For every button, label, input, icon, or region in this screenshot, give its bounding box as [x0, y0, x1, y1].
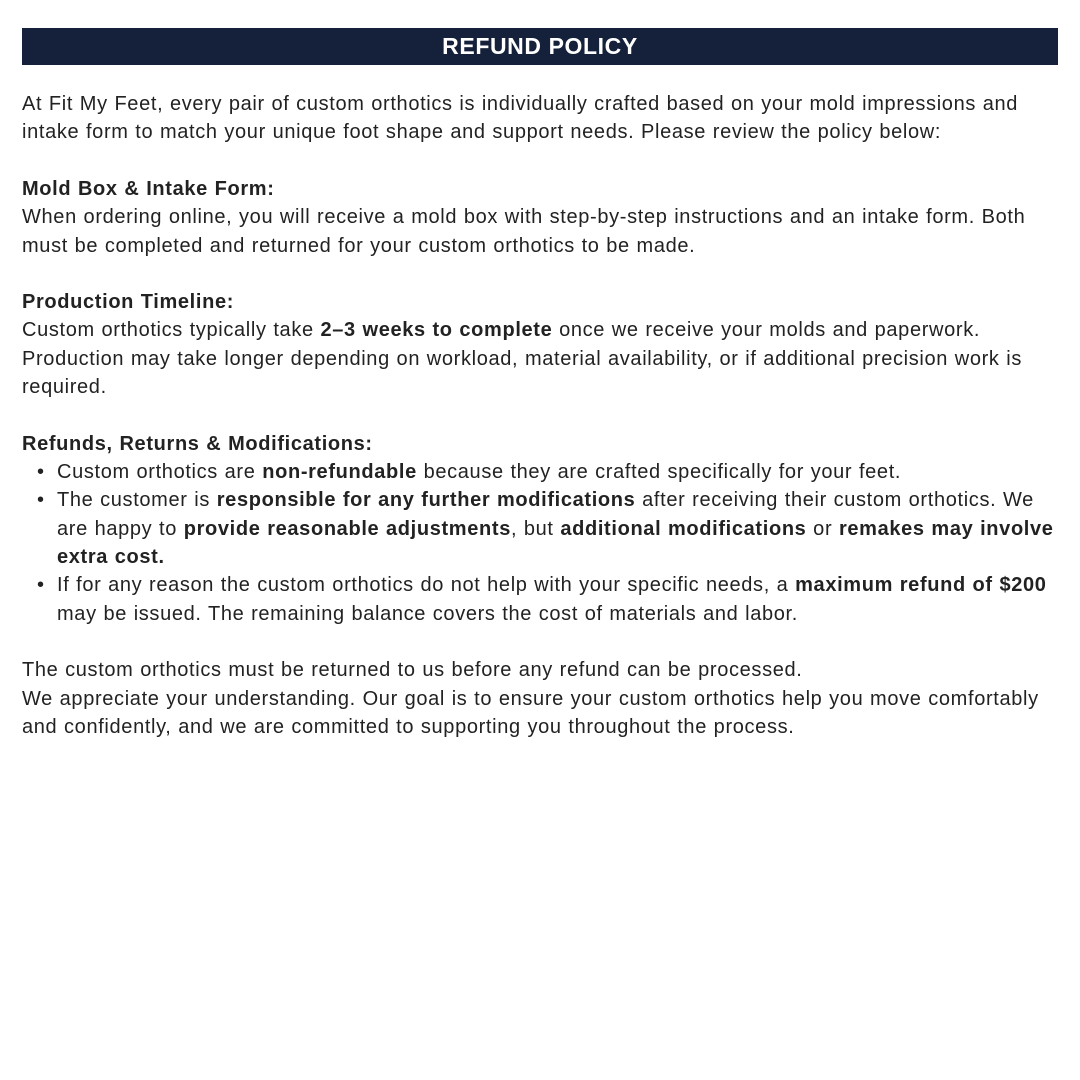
text-run-bold: maximum refund of $200 — [795, 574, 1047, 597]
refunds-bullet-list — [22, 458, 1058, 628]
text-run-bold: provide reasonable adjustments — [183, 517, 511, 540]
production-body — [22, 316, 1058, 401]
text-run: may be issued. The remaining balance covers the cost of materials and labor. — [57, 602, 798, 625]
text-run: once we receive your molds and paperwork. Production may take longer depending on workload, material availability, or if additional precision work is required. — [22, 319, 1022, 399]
bullet-non-refundable — [57, 458, 1058, 486]
page-title: REFUND POLICY — [442, 33, 638, 59]
text-run-bold: non-refundable — [262, 460, 417, 483]
text-run: because they are crafted specifically for your feet. — [416, 460, 902, 483]
text-run-bold: responsible for any further modifications — [216, 489, 636, 512]
closing-line-1: The custom orthotics must be returned to us before any refund can be processed. — [22, 659, 803, 682]
bullet-max-refund — [57, 571, 1058, 628]
title-bar — [22, 28, 1058, 65]
text-run: or — [806, 517, 839, 540]
text-run: If for any reason the custom orthotics do not help with your specific needs, a — [57, 574, 796, 597]
text-run: Custom orthotics are — [57, 460, 263, 483]
mold-box-heading: Mold Box & Intake Form: — [22, 177, 275, 200]
mold-box-body: When ordering online, you will receive a mold box with step-by-step instructions and an intake form. Both must be completed and returned for your custom orthotics to be made. — [22, 206, 1026, 257]
text-run-bold: additional modifications — [560, 517, 807, 540]
text-run-bold: 2–3 weeks to complete — [320, 319, 553, 342]
refunds-heading: Refunds, Returns & Modifications: — [22, 432, 373, 455]
text-run: Custom orthotics typically take — [22, 319, 321, 342]
bullet-modifications — [57, 486, 1058, 571]
text-run: The customer is — [57, 489, 217, 512]
text-run: after receiving their custom orthotics. We are happy to — [57, 489, 1034, 540]
policy-content — [22, 90, 1058, 741]
closing-line-2: We appreciate your understanding. Our goal is to ensure your custom orthotics help you move comfortably and confidently, and we are committed to supporting you throughout the process. — [22, 687, 1039, 739]
intro-paragraph: At Fit My Feet, every pair of custom orthotics is individually crafted based on your mold impressions and intake form to match your unique foot shape and support needs. Please review the policy below: — [22, 93, 1019, 144]
text-run-bold: remakes may involve extra cost. — [57, 517, 1054, 569]
text-run: , but — [510, 517, 561, 540]
production-heading: Production Timeline: — [22, 290, 235, 313]
